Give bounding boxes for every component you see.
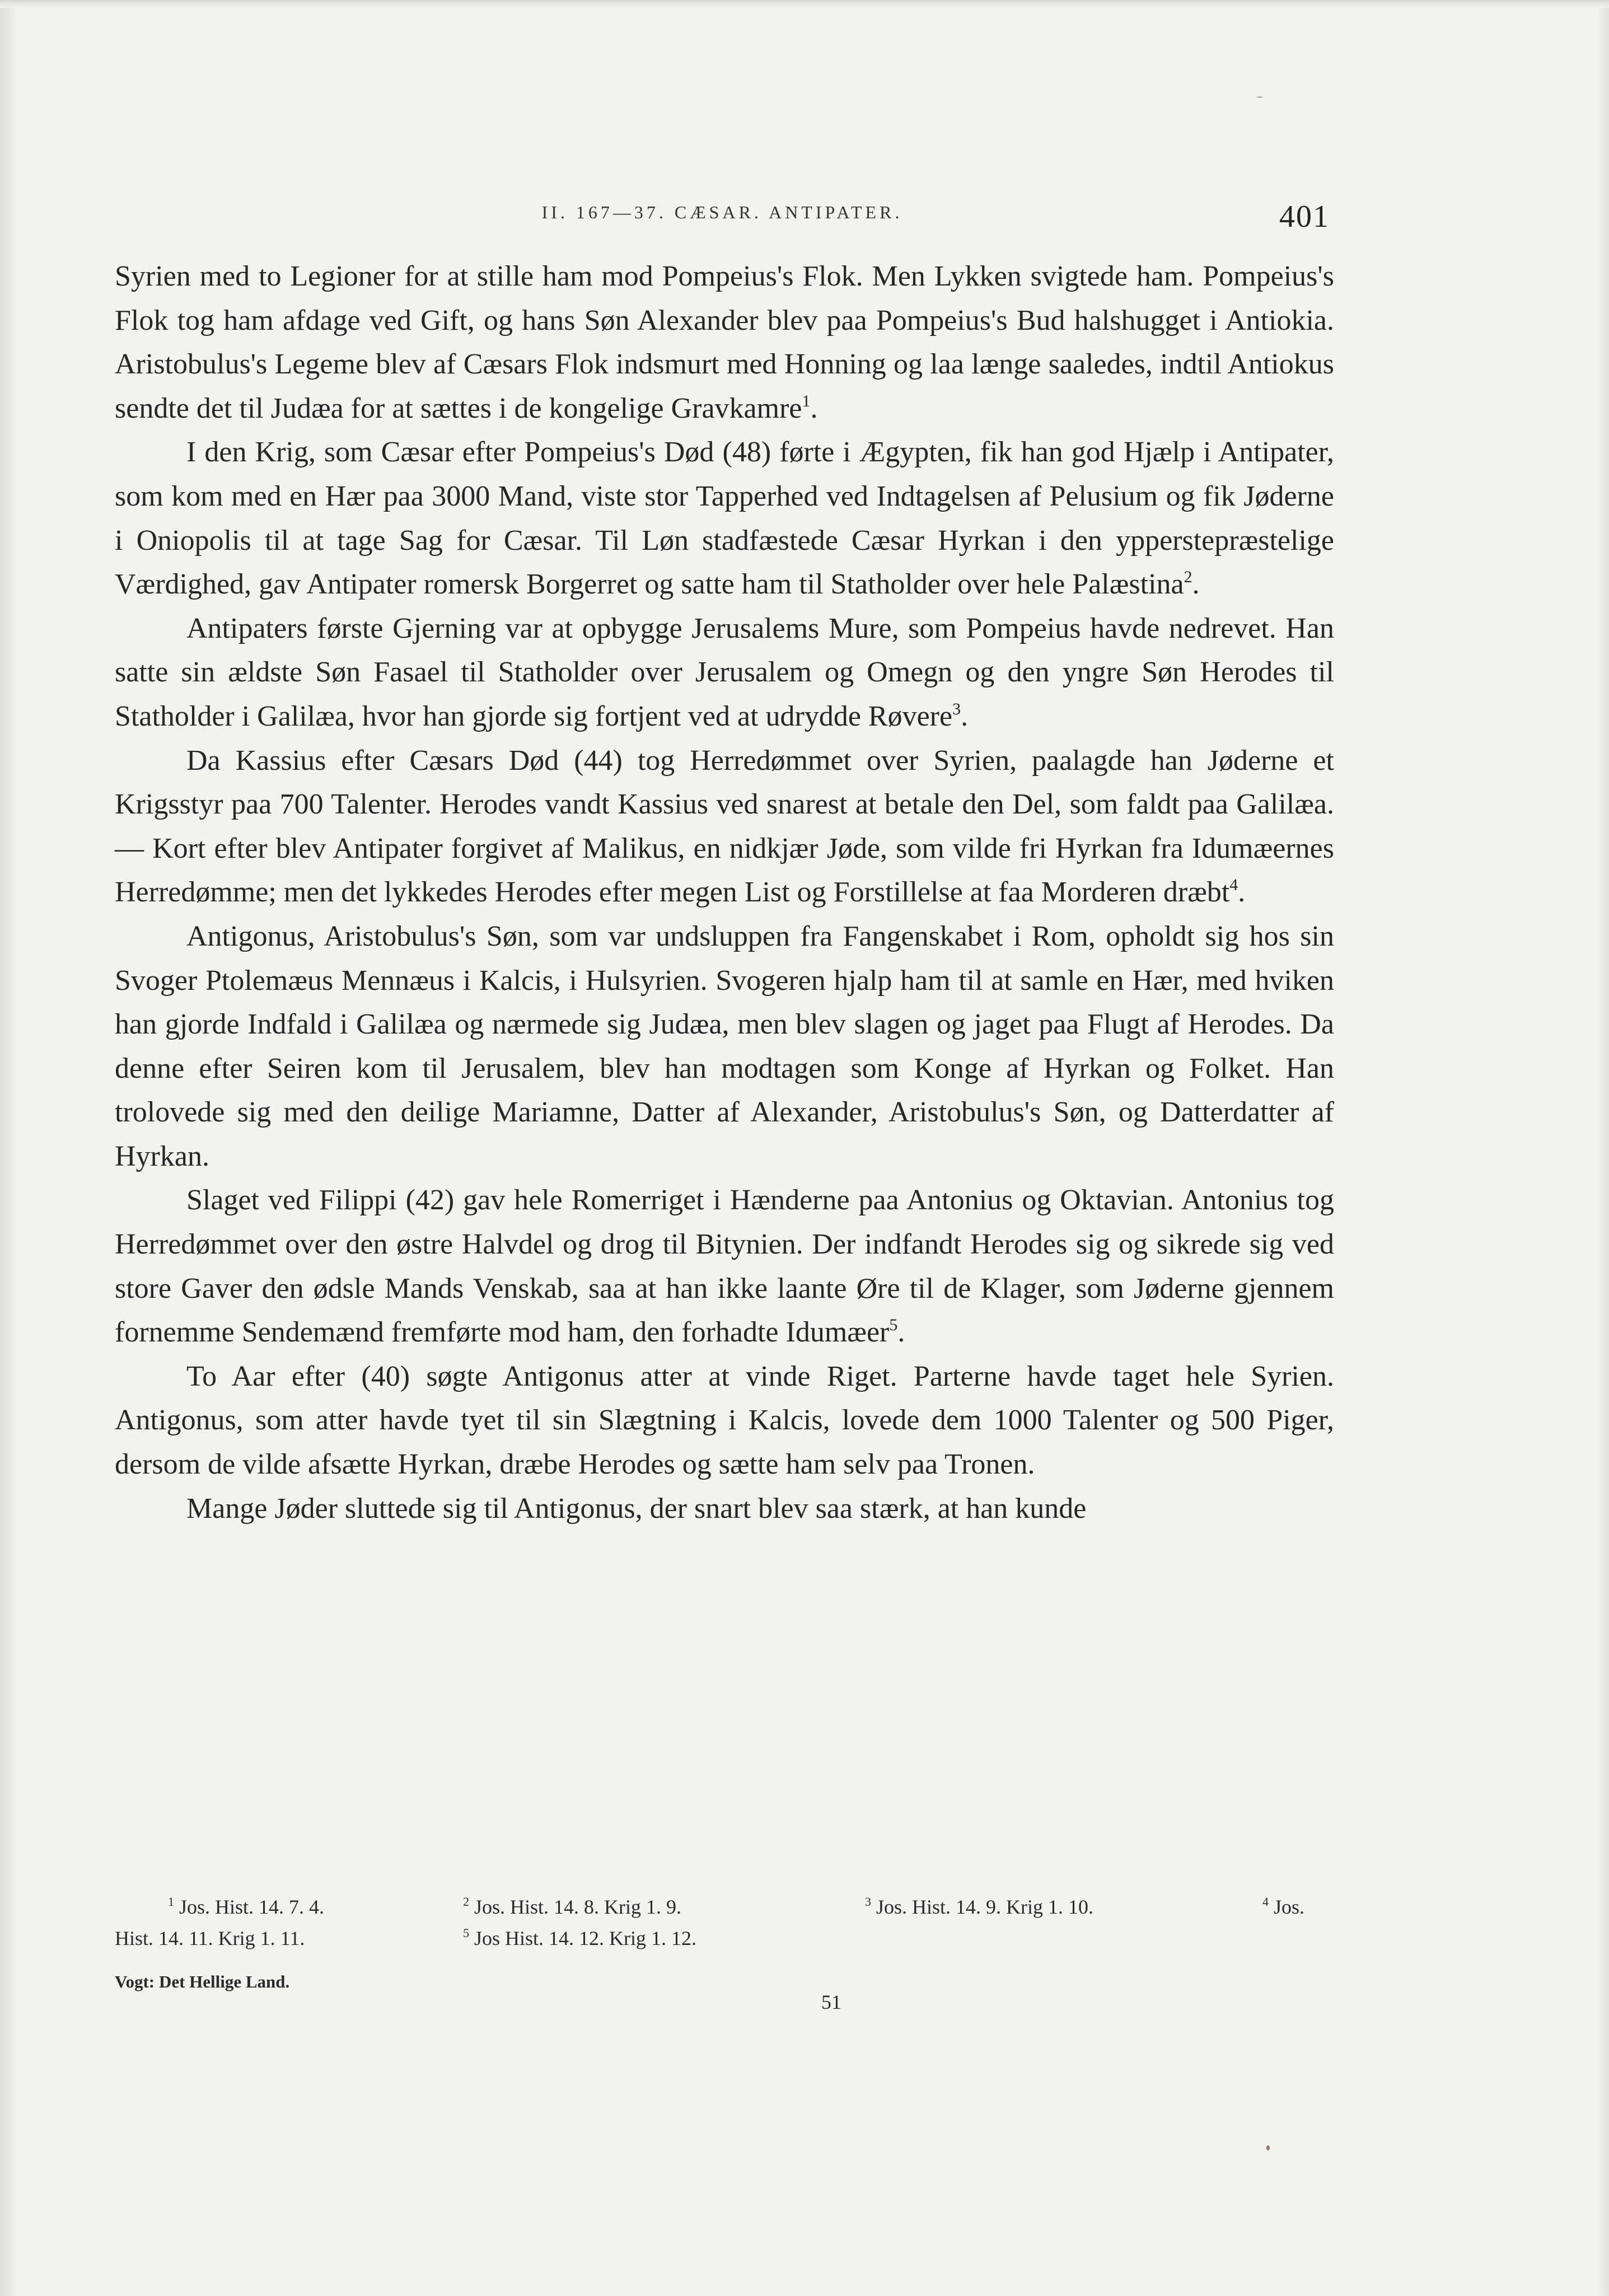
footnote-text: Jos. Hist. 14. 8. Krig 1. 9. [474,1896,682,1918]
paragraph [115,607,1334,739]
footnote-text: Hist. 14. 11. Krig 1. 11. [115,1927,305,1949]
footnote-2 [463,1891,681,1923]
signature-mark: 51 [821,1991,841,2013]
paragraph-text: Antipaters første Gjerning var at opbygge Jerusalems Mure, som Pompeius havde nedrevet. Han satte sin ældste Søn Fasael til Statholder over Jerusalem og Omegn og den yngre Søn Herodes til Statholder i Galilæa, hvor han gjorde sig fortjent ved at udrydde Røvere [115,612,1334,732]
paragraph-text: Mange Jøder sluttede sig til Antigonus, der snart blev saa stærk, at han kunde [186,1492,1087,1525]
paragraph [115,1487,1334,1531]
paragraph [115,1179,1334,1354]
footnote-reference: 1 [802,391,811,410]
footnote-mark: 4 [1262,1895,1269,1909]
footnote-reference: 4 [1229,876,1238,895]
running-head-title: II. 167—37. CÆSAR. ANTIPATER. [541,202,903,222]
footnote-1 [168,1891,324,1923]
footnote-mark: 5 [463,1926,469,1940]
footnote-mark: 2 [463,1895,469,1909]
paragraph-tail: . [897,1316,905,1349]
paragraph-text: Da Kassius efter Cæsars Død (44) tog Herredømmet over Syrien, paalagde han Jøderne et Krigsstyr paa 700 Talenter. Herodes vandt Kassius ved snarest at betale den Del, som faldt paa Galilæa. — Kort efter blev Antipater forgivet af Malikus, en nidkjær Jøde, som vilde fri Hyrkan fra Idumæernes Herredømme; men det lykkedes Herodes efter megen List og Forstillelse at faa Morderen dræbt [115,744,1334,909]
footnote-text: Jos. Hist. 14. 9. Krig 1. 10. [876,1896,1094,1918]
footnote-text: Jos Hist. 14. 12. Krig 1. 12. [474,1927,697,1949]
footnote-line [115,1923,1334,1954]
paragraph [115,739,1334,915]
footnote-4-end [115,1923,305,1954]
footnotes [115,1891,1334,1954]
page-edge-left [0,0,19,2296]
paragraph-text: Antigonus, Aristobulus's Søn, som var undsluppen fra Fangenskabet i Rom, opholdt sig hos sin Svoger Ptolemæus Mennæus i Kalcis, i Hulsyrien. Svogeren hjalp ham til at samle en Hær, med hviken han gjorde Indfald i Galilæa og nærmede sig Judæa, men blev slagen og jaget paa Flugt af Herodes. Da denne efter Seiren kom til Jerusalem, blev han modtagen som Konge af Hyrkan og Folket. Han trolovede sig med den deilige Mariamne, Datter af Alexander, Aristobulus's Søn, og Datterdatter af Hyrkan. [115,920,1334,1172]
footnote-mark: 3 [865,1895,871,1909]
footnote-mark: 1 [168,1895,174,1909]
page-edge-right [1597,0,1609,2296]
footnote-reference: 5 [889,1316,898,1335]
footnote-text: Jos. [1274,1896,1305,1918]
paragraph [115,915,1334,1179]
footnote-4-start [1262,1891,1304,1923]
paragraph [115,1355,1334,1487]
page-edge-top [0,0,1609,8]
paragraph-text: Syrien med to Legioner for at stille ham mod Pompeius's Flok. Men Lykken svigtede ham. Pompeius's Flok tog ham afdage ved Gift, og hans Søn Alexander blev paa Pompeius's Bud halshugget i Antiokia. Aristobulus's Legeme blev af Cæsars Flok indsmurt med Honning og laa længe saaledes, indtil Antiokus sendte det til Judæa for at sættes i de kongelige Gravkamre [115,260,1334,424]
paragraph-text: Slaget ved Filippi (42) gav hele Romerriget i Hænderne paa Antonius og Oktavian. Antonius tog Herredømmet over den østre Halvdel og drog til Bitynien. Der indfandt Herodes sig og sikrede sig ved store Gaver den ødsle Mands Venskab, saa at han ikke laante Øre til de Klager, som Jøderne gjennem fornemme Sendemænd fremførte mod ham, den forhadte Idumæer [115,1184,1334,1349]
paragraph-tail: . [810,392,818,424]
footnote-reference: 3 [952,699,961,718]
footnote-3 [865,1891,1093,1923]
paper-speck [1257,96,1262,98]
paragraph-tail: . [1238,876,1246,909]
running-head [115,199,1330,232]
paragraph [115,431,1334,606]
footnote-text: Jos. Hist. 14. 7. 4. [179,1896,325,1918]
page-number: 401 [1279,199,1330,234]
paragraph-tail: . [1192,568,1200,601]
source-credit: Vogt: Det Hellige Land. [115,1972,290,1991]
footnote-line [115,1891,1334,1923]
paragraph [115,255,1334,431]
body-text [115,255,1334,1531]
footnote-reference: 2 [1184,568,1192,587]
paper-speck [1266,2145,1270,2150]
footnote-5 [463,1923,696,1954]
paragraph-tail: . [961,700,969,732]
paragraph-text: I den Krig, som Cæsar efter Pompeius's Død (48) førte i Ægypten, fik han god Hjælp i Antipater, som kom med en Hær paa 3000 Mand, viste stor Tapperhed ved Indtagelsen af Pelusium og fik Jøderne i Oniopolis til at tage Sag for Cæsar. Til Løn stadfæstede Cæsar Hyrkan i den ypperstepræstelige Værdighed, gav Antipater romersk Borgerret og satte ham til Statholder over hele Palæstina [115,436,1334,601]
paragraph-text: To Aar efter (40) søgte Antigonus atter at vinde Riget. Parterne havde taget hele Syrien. Antigonus, som atter havde tyet til sin Slægtning i Kalcis, lovede dem 1000 Talenter og 500 Piger, dersom de vilde afsætte Hyrkan, dræbe Herodes og sætte ham selv paa Tronen. [115,1360,1334,1481]
